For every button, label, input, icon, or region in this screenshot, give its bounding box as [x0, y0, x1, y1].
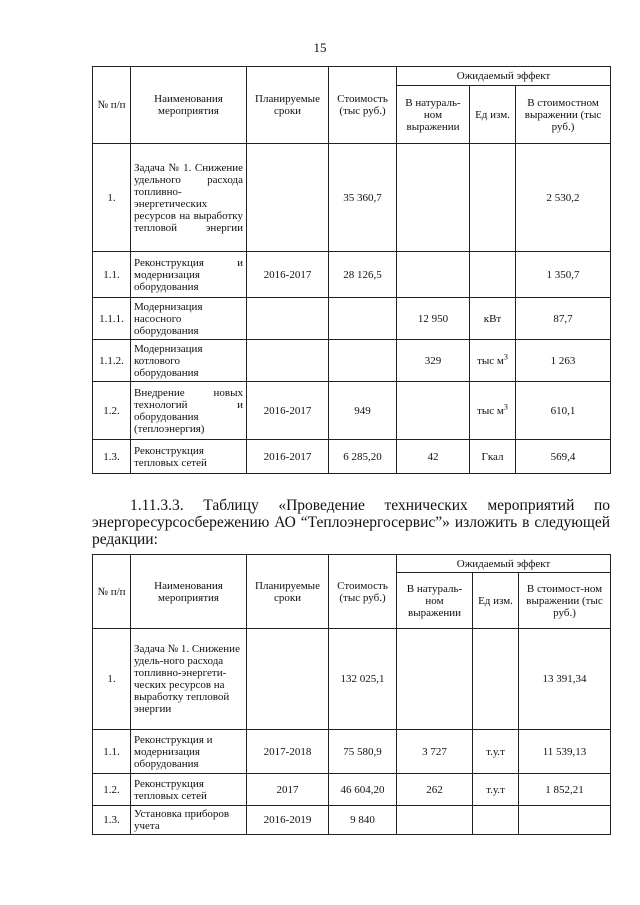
cell-cost: [329, 298, 397, 340]
cell-period: 2016-2019: [247, 806, 329, 835]
header-natural: В натураль-ном выражении: [397, 573, 473, 629]
cell-value: 569,4: [516, 440, 611, 474]
cell-name: Реконструкция тепловых сетей: [131, 774, 247, 806]
header-cost: Стоимость (тыс руб.): [329, 555, 397, 629]
cell-name: Модернизация насосного оборудования: [131, 298, 247, 340]
cell-unit: тыс $м^3$: [470, 340, 516, 382]
unit-superscript: 3: [503, 401, 508, 411]
header-name: Наименования мероприятия: [131, 555, 247, 629]
cell-num: 1.: [93, 144, 131, 252]
cell-value: 1 852,21: [519, 774, 611, 806]
cell-value: 1 263: [516, 340, 611, 382]
table-row: [93, 252, 611, 298]
table-row: [93, 382, 611, 440]
cell-period: 2016-2017: [247, 252, 329, 298]
table-body: [93, 629, 611, 835]
cell-period: [247, 340, 329, 382]
table-row: [93, 440, 611, 474]
cell-value: 13 391,34: [519, 629, 611, 730]
table-row: [93, 144, 611, 252]
cell-value: 2 530,2: [516, 144, 611, 252]
cell-name: Модернизация котлового оборудования: [131, 340, 247, 382]
cell-num: 1.2.: [93, 382, 131, 440]
table-row: [93, 806, 611, 835]
header-period: Планируемые сроки: [247, 555, 329, 629]
cell-period: 2016-2017: [247, 382, 329, 440]
cell-natural: 3 727: [397, 730, 473, 774]
paragraph-line-3: редакции:: [92, 531, 158, 548]
header-num: № п/п: [93, 555, 131, 629]
cell-value: [519, 806, 611, 835]
cell-name: Реконструкция и модернизация оборудования: [131, 730, 247, 774]
header-value: В стоимостном выражении (тыс руб.): [516, 86, 611, 144]
unit-superscript: 3: [503, 351, 508, 361]
cell-num: 1.3.: [93, 806, 131, 835]
header-effect: Ожидаемый эффект: [397, 67, 611, 86]
header-unit: Ед изм.: [470, 86, 516, 144]
amendment-paragraph: [92, 497, 610, 548]
cell-natural: 262: [397, 774, 473, 806]
header-effect: Ожидаемый эффект: [397, 555, 611, 573]
cell-natural: [397, 806, 473, 835]
header-num: № п/п: [93, 67, 131, 144]
cell-cost: 6 285,20: [329, 440, 397, 474]
cell-cost: 46 604,20: [329, 774, 397, 806]
cell-name: Реконструкция и модернизация оборудования: [131, 252, 247, 298]
header-period: Планируемые сроки: [247, 67, 329, 144]
cell-period: 2017: [247, 774, 329, 806]
cell-num: 1.1.: [93, 730, 131, 774]
cell-name: Реконструкция тепловых сетей: [131, 440, 247, 474]
paragraph-line-1: 1.11.3.3. Таблицу «Проведение технических мероприятий по: [130, 497, 610, 514]
cell-period: 2017-2018: [247, 730, 329, 774]
cell-unit: кВт: [470, 298, 516, 340]
table-measures-new: [92, 554, 611, 835]
cell-num: 1.3.: [93, 440, 131, 474]
cell-name: Задача № 1. Снижение удель-ного расхода топливно-энергети-ческих ресурсов на выработку тепловой энергии: [131, 629, 247, 730]
cell-name: Внедрение новых технологий и оборудования (теплоэнергия): [131, 382, 247, 440]
cell-name: Установка приборов учета: [131, 806, 247, 835]
cell-num: 1.1.: [93, 252, 131, 298]
cell-unit: т.у.т: [473, 730, 519, 774]
cell-cost: 35 360,7: [329, 144, 397, 252]
table-row: [93, 298, 611, 340]
cell-name: Задача № 1. Снижение удельного расхода топливно-энергетических ресурсов на выработку тепловой энергии: [131, 144, 247, 252]
cell-natural: [397, 252, 470, 298]
paragraph-line-2: энергоресурсосбережению АО “Теплоэнергосервис”» изложить в следующей: [92, 514, 610, 531]
header-cost: Стоимость (тыс руб.): [329, 67, 397, 144]
cell-unit: [470, 252, 516, 298]
cell-cost: 949: [329, 382, 397, 440]
cell-value: 610,1: [516, 382, 611, 440]
page-number: 15: [313, 40, 327, 55]
cell-natural: [397, 382, 470, 440]
cell-unit: Гкал: [470, 440, 516, 474]
cell-unit: т.у.т: [473, 774, 519, 806]
cell-unit: [473, 629, 519, 730]
cell-num: 1.1.1.: [93, 298, 131, 340]
cell-value: 1 350,7: [516, 252, 611, 298]
cell-cost: [329, 340, 397, 382]
cell-natural: 12 950: [397, 298, 470, 340]
header-name: Наименования мероприятия: [131, 67, 247, 144]
cell-cost: 132 025,1: [329, 629, 397, 730]
cell-unit: [473, 806, 519, 835]
cell-num: 1.2.: [93, 774, 131, 806]
cell-natural: [397, 144, 470, 252]
cell-unit: [470, 144, 516, 252]
cell-natural: 42: [397, 440, 470, 474]
table-row: [93, 340, 611, 382]
cell-unit: тыс $м^3$: [470, 382, 516, 440]
cell-cost: 9 840: [329, 806, 397, 835]
cell-cost: 28 126,5: [329, 252, 397, 298]
table-row: [93, 730, 611, 774]
header-value: В стоимост-ном выражении (тыс руб.): [519, 573, 611, 629]
table-row: [93, 629, 611, 730]
cell-num: 1.: [93, 629, 131, 730]
cell-num: 1.1.2.: [93, 340, 131, 382]
cell-natural: [397, 629, 473, 730]
cell-value: 11 539,13: [519, 730, 611, 774]
cell-period: 2016-2017: [247, 440, 329, 474]
table-measures-old: [92, 66, 611, 474]
header-natural: В натураль-ном выражении: [397, 86, 470, 144]
cell-natural: 329: [397, 340, 470, 382]
cell-period: [247, 144, 329, 252]
cell-value: 87,7: [516, 298, 611, 340]
cell-period: [247, 298, 329, 340]
header-unit: Ед изм.: [473, 573, 519, 629]
table-row: [93, 774, 611, 806]
cell-period: [247, 629, 329, 730]
cell-cost: 75 580,9: [329, 730, 397, 774]
table-body: [93, 144, 611, 474]
